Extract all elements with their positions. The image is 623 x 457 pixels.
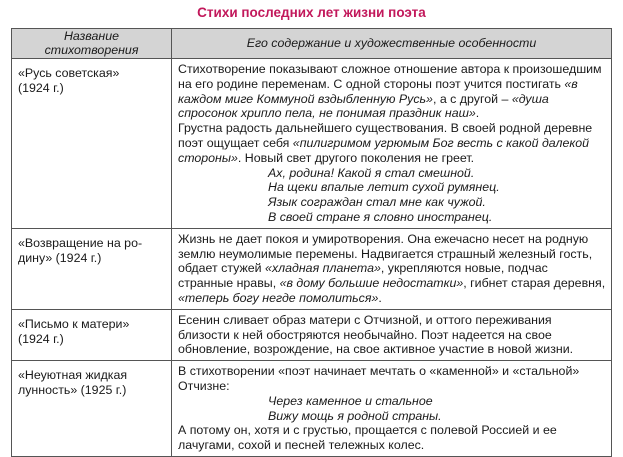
description-paragraph bbox=[178, 62, 606, 121]
table-row bbox=[12, 59, 612, 229]
text-span: . bbox=[378, 290, 382, 305]
quote: «душа спросонок хрипло пела, не понимая праздник наш» bbox=[178, 91, 549, 121]
poem-name: «Неуютная жидкая bbox=[18, 368, 128, 383]
table-row bbox=[12, 309, 612, 360]
quote: «в каждом миге Коммуной вздыбленную Русь» bbox=[178, 76, 578, 106]
header-content-column: Его содержание и художественные особенности bbox=[172, 29, 612, 59]
description-paragraph bbox=[178, 232, 606, 306]
poem-description-cell bbox=[172, 228, 612, 309]
text-span: Жизнь не дает покоя и умиротворения. Она ежечасно несет на родную землю неумолимые перемены. Надвигается страшный железный гость, обдает стужей bbox=[178, 231, 593, 276]
verse-line: Язык сограждан стал мне как чужой. bbox=[268, 195, 486, 210]
poem-description-cell bbox=[172, 59, 612, 229]
poem-name-cell bbox=[12, 309, 172, 360]
poem-year: (1924 г.) bbox=[18, 331, 64, 346]
table-row bbox=[12, 228, 612, 309]
verse-line: Ах, родина! Какой я стал смешной. bbox=[268, 165, 475, 180]
poem-name-cell bbox=[12, 59, 172, 229]
poem-name-cell bbox=[12, 361, 172, 457]
poems-table bbox=[11, 28, 612, 457]
table-row bbox=[12, 361, 612, 457]
quote: «теперь богу негде помолиться» bbox=[178, 290, 379, 305]
verse-line: На щеки впалые летит сухой румянец. bbox=[268, 180, 500, 195]
text-span: Стихотворение показывают сложное отношение автора к произошедшим на его родине переменам. С одной стороны поэт учится постигать bbox=[178, 62, 602, 91]
poem-name: «Русь советская» bbox=[18, 66, 120, 80]
text-span: , укрепляются новые, подчас странные нравы, bbox=[178, 261, 548, 291]
text-span: , гибнет старая деревня, bbox=[463, 276, 606, 291]
quote: «пилигримом угрюмым Бог весть с какой далекой стороны» bbox=[178, 135, 590, 165]
header-title-column bbox=[12, 29, 172, 59]
header-col1-line2: стихотворения bbox=[44, 42, 139, 57]
text-span: , а с другой – bbox=[432, 91, 512, 106]
poem-description-cell bbox=[172, 309, 612, 360]
text-span: Грустна радость дальнейшего существования. В своей родной деревне поэт ощущает себя bbox=[178, 121, 593, 150]
verse-line: В своей стране я словно иностранец. bbox=[268, 209, 493, 224]
description-paragraph: В стихотворении «поэт начинает мечтать о «каменной» и «стальной» Отчизне: bbox=[178, 364, 580, 393]
header-col1-line1: Название bbox=[63, 29, 119, 43]
poem-name: «Письмо к матери» bbox=[18, 316, 130, 331]
description-paragraph: А потому он, хотя и с грустью, прощается с полевой Россией и ее лачугами, сохой и песней тележных колес. bbox=[178, 423, 557, 453]
poem-year: лунность» (1925 г.) bbox=[18, 382, 127, 397]
description-paragraph: Есенин сливает образ матери с Отчизной, и оттого переживания близости к ней обостряются необычайно. Поэт надеется на свое обновление, возрождение, на свое активное участие в новой жизни. bbox=[178, 312, 574, 357]
verse-line: Вижу мощь я родной страны. bbox=[268, 408, 442, 423]
text-span: . Новый свет другого поколения не греет. bbox=[237, 150, 475, 165]
page-title: Стихи последних лет жизни поэта bbox=[197, 5, 426, 20]
text-span: . bbox=[475, 106, 480, 121]
poem-name-cell bbox=[12, 228, 172, 309]
poem-year: (1924 г.) bbox=[18, 80, 64, 95]
quote: «хладная планета» bbox=[265, 261, 381, 276]
table-header-row bbox=[12, 29, 612, 59]
verse-line: Через каменное и стальное bbox=[268, 393, 433, 408]
poem-name: «Возвращение на ро- bbox=[18, 235, 143, 250]
poem-year: дину» (1924 г.) bbox=[18, 250, 102, 265]
quote: «в дому большие недостатки» bbox=[279, 276, 464, 291]
description-paragraph bbox=[178, 121, 606, 165]
poem-description-cell bbox=[172, 361, 612, 457]
